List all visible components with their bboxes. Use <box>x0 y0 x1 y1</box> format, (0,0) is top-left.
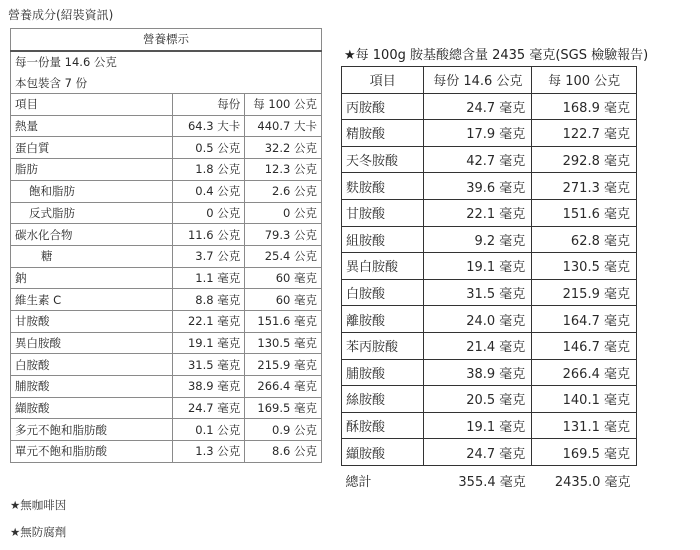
nutrient-name: 飽和脂肪 <box>11 180 173 202</box>
amino-per-100g: 292.8 毫克 <box>532 146 637 173</box>
nutrition-header-row <box>11 94 322 116</box>
nutrition-row <box>11 441 322 463</box>
amino-per-100g: 146.7 毫克 <box>532 332 637 359</box>
amino-per-serving: 24.7 毫克 <box>424 439 532 466</box>
header-per-100g: 每 100 公克 <box>245 94 322 116</box>
nutrient-name: 蛋白質 <box>11 137 173 159</box>
nutrition-row <box>11 289 322 311</box>
amino-per-serving: 24.0 毫克 <box>424 306 532 333</box>
nutrient-per-serving: 0 公克 <box>172 202 245 224</box>
amino-row <box>342 253 637 280</box>
amino-per-serving: 9.2 毫克 <box>424 226 532 253</box>
amino-name: 絲胺酸 <box>342 386 424 413</box>
nutrient-per-100g: 8.6 公克 <box>245 441 322 463</box>
amino-name: 苯丙胺酸 <box>342 332 424 359</box>
amino-per-100g: 130.5 毫克 <box>532 253 637 280</box>
nutrition-title: 營養標示 <box>11 29 322 51</box>
nutrition-row <box>11 159 322 181</box>
amino-acid-table <box>341 66 637 496</box>
amino-per-100g: 122.7 毫克 <box>532 120 637 147</box>
amino-per-100g: 164.7 毫克 <box>532 306 637 333</box>
nutrient-name: 糖 <box>11 245 173 267</box>
amino-per-serving: 24.7 毫克 <box>424 93 532 120</box>
amino-name: 甘胺酸 <box>342 199 424 226</box>
amino-total-per-100g: 2435.0 毫克 <box>554 475 631 491</box>
amino-per-100g: 266.4 毫克 <box>532 359 637 386</box>
nutrition-facts-table <box>10 28 322 463</box>
nutrient-per-serving: 64.3 大卡 <box>172 115 245 137</box>
amino-per-serving: 19.1 毫克 <box>424 253 532 280</box>
nutrient-per-serving: 1.3 公克 <box>172 441 245 463</box>
amino-per-serving: 19.1 毫克 <box>424 412 532 439</box>
amino-total-label: 總計 <box>345 475 372 491</box>
amino-per-100g: 131.1 毫克 <box>532 412 637 439</box>
amino-row <box>342 173 637 200</box>
amino-per-serving: 38.9 毫克 <box>424 359 532 386</box>
nutrition-row <box>11 245 322 267</box>
serving-size: 每一份量 14.6 公克 <box>11 51 322 73</box>
amino-name: 離胺酸 <box>342 306 424 333</box>
amino-name: 脯胺酸 <box>342 359 424 386</box>
nutrient-per-serving: 3.7 公克 <box>172 245 245 267</box>
amino-row <box>342 120 637 147</box>
nutrition-row <box>11 202 322 224</box>
nutrition-row <box>11 310 322 332</box>
nutrient-per-100g: 79.3 公克 <box>245 224 322 246</box>
nutrient-per-serving: 0.5 公克 <box>172 137 245 159</box>
amino-total-row <box>342 465 637 496</box>
nutrient-name: 白胺酸 <box>11 354 173 376</box>
amino-per-serving: 31.5 毫克 <box>424 279 532 306</box>
nutrient-per-100g: 32.2 公克 <box>245 137 322 159</box>
amino-row <box>342 199 637 226</box>
nutrient-per-100g: 440.7 大卡 <box>245 115 322 137</box>
footnote-no-preservatives: ★無防腐劑 <box>10 525 67 539</box>
nutrient-per-serving: 19.1 毫克 <box>172 332 245 354</box>
nutrient-per-serving: 8.8 毫克 <box>172 289 245 311</box>
nutrient-per-serving: 11.6 公克 <box>172 224 245 246</box>
amino-row <box>342 386 637 413</box>
amino-row <box>342 412 637 439</box>
nutrition-row <box>11 224 322 246</box>
amino-per-100g: 215.9 毫克 <box>532 279 637 306</box>
amino-name: 丙胺酸 <box>342 93 424 120</box>
nutrition-row <box>11 115 322 137</box>
amino-total-per-serving: 355.4 毫克 <box>458 475 526 491</box>
amino-row <box>342 226 637 253</box>
amino-row <box>342 93 637 120</box>
amino-per-100g: 62.8 毫克 <box>532 226 637 253</box>
amino-row <box>342 306 637 333</box>
nutrient-name: 多元不飽和脂肪酸 <box>11 419 173 441</box>
amino-per-serving: 17.9 毫克 <box>424 120 532 147</box>
nutrition-row <box>11 180 322 202</box>
amino-name: 纈胺酸 <box>342 439 424 466</box>
page-heading: 營養成分(紹裝資訊) <box>8 8 114 22</box>
amino-name: 天冬胺酸 <box>342 146 424 173</box>
nutrition-row <box>11 267 322 289</box>
nutrient-per-serving: 31.5 毫克 <box>172 354 245 376</box>
amino-header-per-serving: 每份 14.6 公克 <box>424 67 532 94</box>
nutrient-per-serving: 1.1 毫克 <box>172 267 245 289</box>
nutrient-per-serving: 22.1 毫克 <box>172 310 245 332</box>
nutrition-row <box>11 137 322 159</box>
nutrition-title-row <box>11 29 322 51</box>
amino-header-per-100g: 每 100 公克 <box>532 67 637 94</box>
serving-size-row <box>11 51 322 73</box>
nutrient-per-100g: 60 毫克 <box>245 267 322 289</box>
amino-name: 組胺酸 <box>342 226 424 253</box>
amino-header-item: 項目 <box>342 67 424 94</box>
nutrition-row <box>11 397 322 419</box>
nutrient-per-100g: 0.9 公克 <box>245 419 322 441</box>
amino-per-100g: 151.6 毫克 <box>532 199 637 226</box>
nutrient-per-serving: 1.8 公克 <box>172 159 245 181</box>
nutrition-row <box>11 354 322 376</box>
nutrient-per-100g: 60 毫克 <box>245 289 322 311</box>
amino-per-serving: 21.4 毫克 <box>424 332 532 359</box>
amino-row <box>342 279 637 306</box>
amino-name: 白胺酸 <box>342 279 424 306</box>
nutrient-per-serving: 38.9 毫克 <box>172 376 245 398</box>
nutrition-row <box>11 332 322 354</box>
amino-per-serving: 20.5 毫克 <box>424 386 532 413</box>
footnote-no-caffeine: ★無咖啡因 <box>10 498 67 512</box>
nutrient-per-serving: 24.7 毫克 <box>172 397 245 419</box>
amino-per-100g: 169.5 毫克 <box>532 439 637 466</box>
amino-row <box>342 439 637 466</box>
nutrient-name: 異白胺酸 <box>11 332 173 354</box>
servings-per-package: 本包裝含 7 份 <box>11 72 322 93</box>
nutrient-name: 纈胺酸 <box>11 397 173 419</box>
nutrient-per-100g: 25.4 公克 <box>245 245 322 267</box>
servings-row <box>11 72 322 93</box>
nutrient-name: 脯胺酸 <box>11 376 173 398</box>
amino-per-serving: 42.7 毫克 <box>424 146 532 173</box>
nutrient-name: 反式脂肪 <box>11 202 173 224</box>
nutrient-per-serving: 0.1 公克 <box>172 419 245 441</box>
amino-row <box>342 332 637 359</box>
nutrient-per-100g: 0 公克 <box>245 202 322 224</box>
header-per-serving: 每份 <box>172 94 245 116</box>
amino-row <box>342 146 637 173</box>
nutrient-name: 脂肪 <box>11 159 173 181</box>
amino-name: 酥胺酸 <box>342 412 424 439</box>
amino-per-serving: 39.6 毫克 <box>424 173 532 200</box>
nutrient-name: 鈉 <box>11 267 173 289</box>
amino-row <box>342 359 637 386</box>
amino-per-100g: 271.3 毫克 <box>532 173 637 200</box>
nutrient-per-100g: 151.6 毫克 <box>245 310 322 332</box>
nutrition-row <box>11 376 322 398</box>
amino-name: 麩胺酸 <box>342 173 424 200</box>
nutrient-per-100g: 169.5 毫克 <box>245 397 322 419</box>
nutrient-per-100g: 266.4 毫克 <box>245 376 322 398</box>
amino-name: 異白胺酸 <box>342 253 424 280</box>
amino-per-serving: 22.1 毫克 <box>424 199 532 226</box>
amino-per-100g: 140.1 毫克 <box>532 386 637 413</box>
nutrient-name: 維生素 C <box>11 289 173 311</box>
amino-per-100g: 168.9 毫克 <box>532 93 637 120</box>
nutrient-name: 熱量 <box>11 115 173 137</box>
nutrient-per-100g: 12.3 公克 <box>245 159 322 181</box>
nutrient-per-serving: 0.4 公克 <box>172 180 245 202</box>
nutrient-name: 碳水化合物 <box>11 224 173 246</box>
nutrient-per-100g: 130.5 毫克 <box>245 332 322 354</box>
header-item: 項目 <box>11 94 173 116</box>
nutrient-per-100g: 215.9 毫克 <box>245 354 322 376</box>
amino-name: 精胺酸 <box>342 120 424 147</box>
nutrient-per-100g: 2.6 公克 <box>245 180 322 202</box>
nutrient-name: 甘胺酸 <box>11 310 173 332</box>
amino-acid-heading: ★每 100g 胺基酸總含量 2435 毫克(SGS 檢驗報告) <box>344 48 649 63</box>
nutrition-row <box>11 419 322 441</box>
amino-header-row <box>342 67 637 94</box>
nutrient-name: 單元不飽和脂肪酸 <box>11 441 173 463</box>
